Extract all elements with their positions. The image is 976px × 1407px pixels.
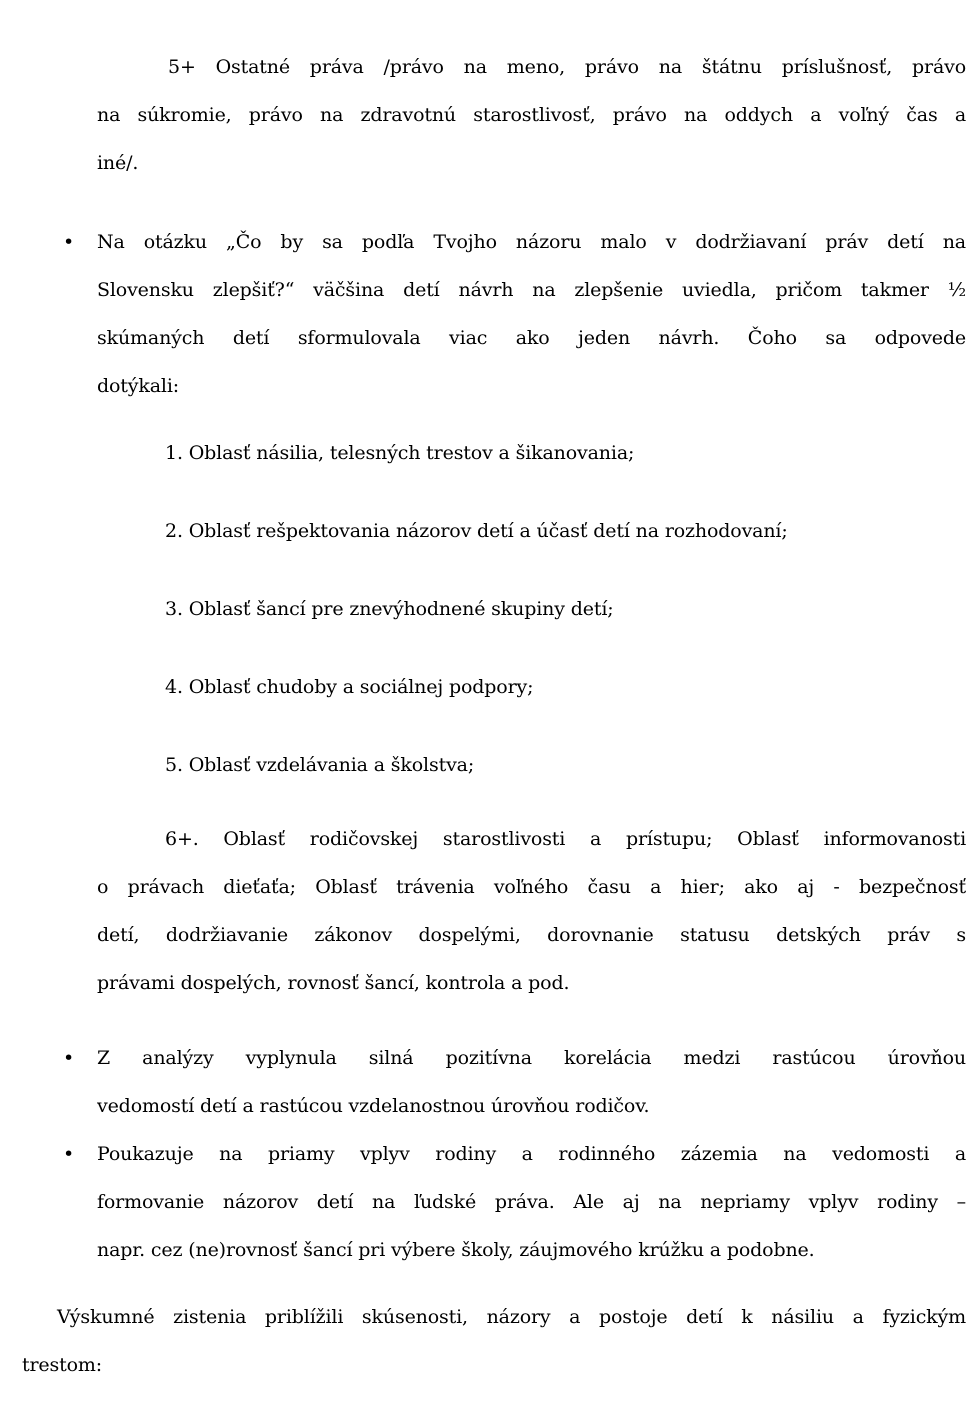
paragraph-line: trestom:	[22, 1354, 103, 1376]
paragraph-line: o právach dieťaťa; Oblasť trávenia voľného času a hier; ako aj - bezpečnosť	[97, 876, 966, 898]
list-item: 3. Oblasť šancí pre znevýhodnené skupiny detí;	[165, 598, 614, 620]
bullet-icon: •	[63, 1047, 75, 1069]
bullet-line: napr. cez (ne)rovnosť šancí pri výbere školy, záujmového krúžku a podobne.	[97, 1239, 815, 1261]
bullet-line: skúmaných detí sformulovala viac ako jeden návrh. Čoho sa odpovede	[97, 327, 966, 349]
list-item: 5. Oblasť vzdelávania a školstva;	[165, 754, 475, 776]
bullet-icon: •	[63, 1143, 75, 1165]
paragraph-other-rights	[97, 43, 966, 187]
list-item: 2. Oblasť rešpektovania názorov detí a účasť detí na rozhodovaní;	[165, 520, 788, 542]
list-item: 4. Oblasť chudoby a sociálnej podpory;	[165, 676, 534, 698]
paragraph-line: 5+ Ostatné práva /právo na meno, právo na štátnu príslušnosť, právo	[168, 56, 966, 78]
bullet-line: vedomostí detí a rastúcou vzdelanostnou úrovňou rodičov.	[97, 1095, 650, 1117]
bullet-line: Slovensku zlepšiť?“ väčšina detí návrh na zlepšenie uviedla, pričom takmer ½	[97, 279, 966, 301]
paragraph-line: 6+. Oblasť rodičovskej starostlivosti a prístupu; Oblasť informovanosti	[165, 828, 966, 850]
bullet-line: Poukazuje na priamy vplyv rodiny a rodinného zázemia na vedomosti a	[97, 1143, 966, 1165]
bullet-correlation	[63, 1034, 966, 1130]
paragraph-line: na súkromie, právo na zdravotnú starostlivosť, právo na oddych a voľný čas a	[97, 104, 966, 126]
bullet-family-influence	[63, 1130, 966, 1274]
paragraph-area-6plus	[97, 815, 966, 1007]
paragraph-line: detí, dodržiavanie zákonov dospelými, dorovnanie statusu detských práv s	[97, 924, 966, 946]
bullet-line: Z analýzy vyplynula silná pozitívna korelácia medzi rastúcou úrovňou	[97, 1047, 966, 1069]
paragraph-line: Výskumné zistenia priblížili skúsenosti, názory a postoje detí k násiliu a fyzickým	[57, 1306, 966, 1328]
numbered-area-list	[165, 429, 966, 789]
list-item: 1. Oblasť násilia, telesných trestov a šikanovania;	[165, 442, 635, 464]
bullet-line: formovanie názorov detí na ľudské práva. Ale aj na nepriamy vplyv rodiny –	[97, 1191, 966, 1213]
paragraph-line: právami dospelých, rovnosť šancí, kontrola a pod.	[97, 972, 570, 994]
bullet-line: Na otázku „Čo by sa podľa Tvojho názoru malo v dodržiavaní práv detí na	[97, 231, 966, 253]
bullet-improvement-question	[63, 218, 966, 410]
paragraph-research-findings	[22, 1293, 966, 1389]
paragraph-line: iné/.	[97, 152, 139, 174]
bullet-line: dotýkali:	[97, 375, 180, 397]
bullet-icon: •	[63, 231, 75, 253]
